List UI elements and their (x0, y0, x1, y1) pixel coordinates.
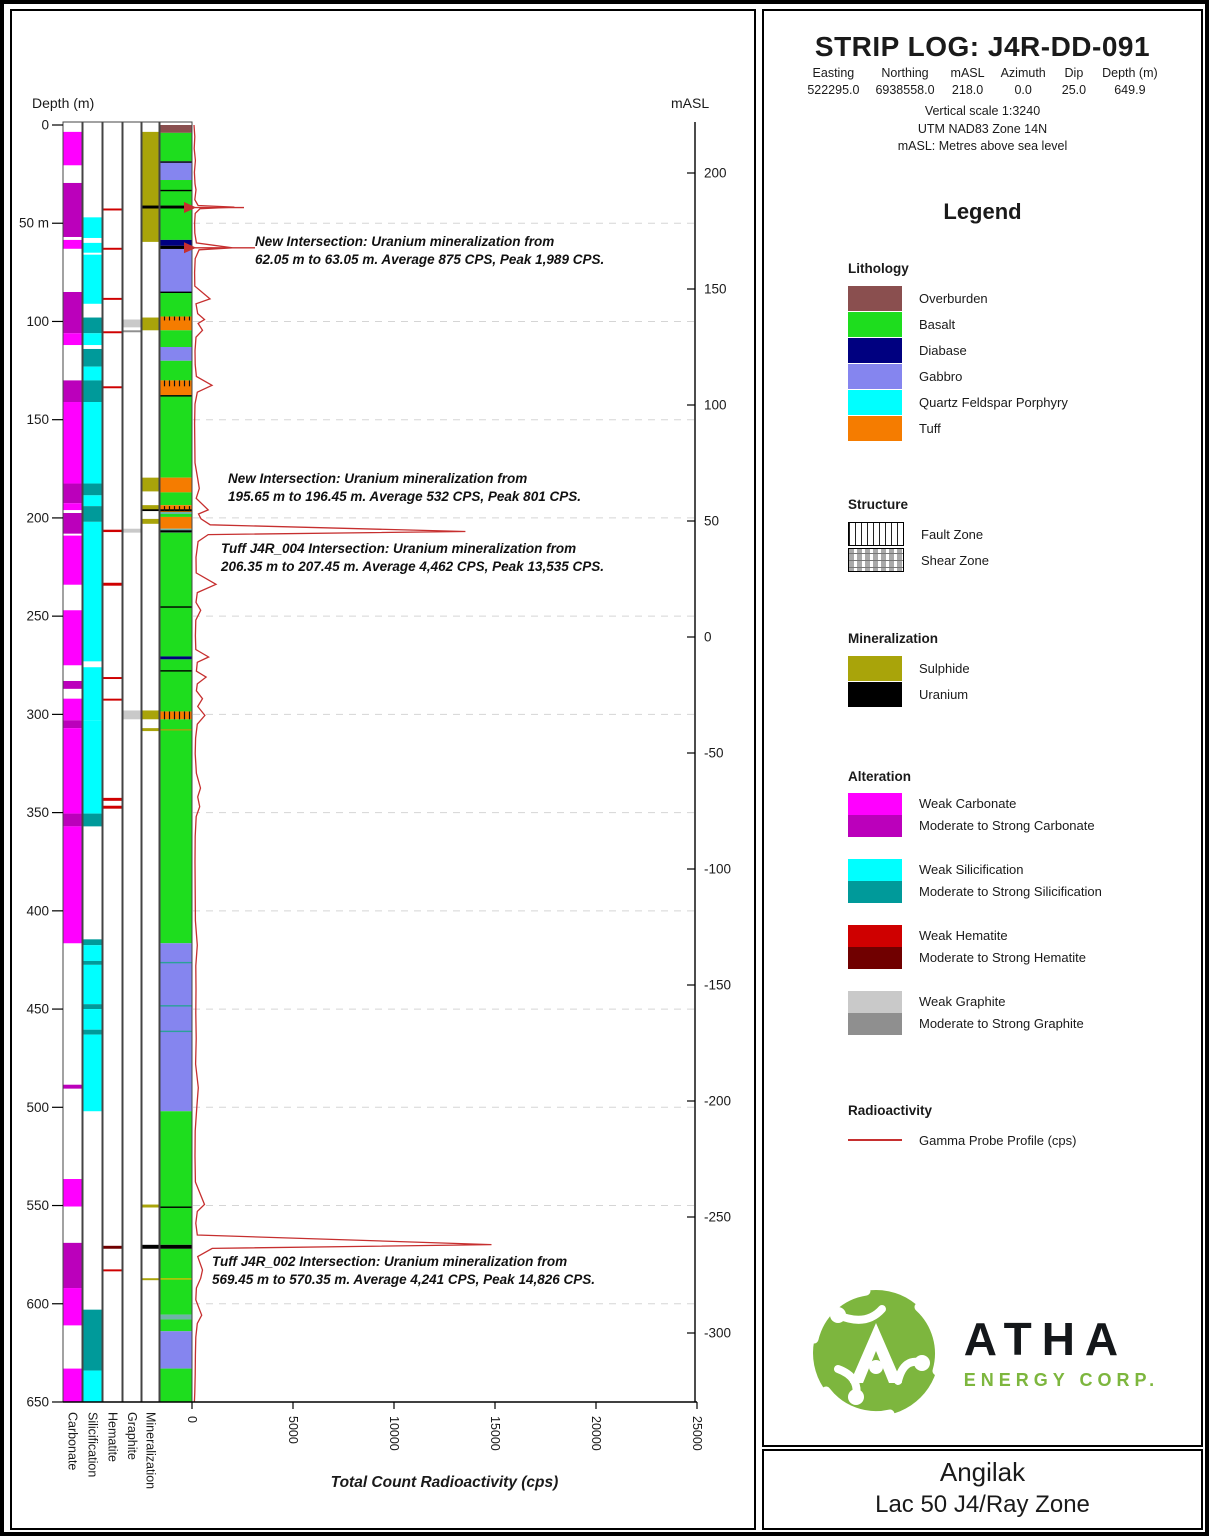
color-swatch (848, 390, 902, 415)
depth-tick-label: 500 (26, 1099, 49, 1115)
legend-item-label: Quartz Feldspar Porphyry (919, 394, 1068, 410)
legend-item-label: Gabbro (919, 368, 963, 384)
scale-notes (764, 103, 1201, 156)
legend-alteration-pair (848, 925, 1188, 969)
meta-field: Northing 6938558.0 (875, 66, 935, 97)
legend-section-header: Structure (848, 497, 909, 512)
meta-field: Depth (m) 649.9 (1102, 66, 1158, 97)
cps-axis-title: Total Count Radioactivity (cps) (330, 1473, 559, 1491)
legend-item (848, 1127, 1188, 1153)
meta-field: Dip 25.0 (1061, 66, 1087, 97)
annotation-arrows (195, 208, 255, 248)
color-swatch (848, 364, 902, 389)
masl-tick-label: 200 (704, 165, 727, 181)
legend-item (848, 285, 1188, 311)
color-swatch (848, 286, 902, 311)
cps-tick-label: 20000 (589, 1415, 603, 1451)
atha-logo-mark (806, 1283, 946, 1423)
column-label: Silicification (85, 1411, 100, 1478)
masl-tick-label: 100 (704, 397, 727, 413)
depth-tick-label: 150 (26, 412, 49, 428)
column-label: Carbonate (65, 1411, 80, 1471)
cps-tick-label: 10000 (387, 1415, 401, 1451)
cps-tick-label: 5000 (286, 1415, 300, 1444)
color-swatch (848, 682, 902, 707)
scale-note: UTM NAD83 Zone 14N (917, 121, 1048, 136)
depth-tick-label: 0 (41, 117, 49, 133)
meta-field: Azimuth 0.0 (1000, 66, 1046, 97)
legend-section-header: Mineralization (848, 631, 939, 646)
cps-tick-label: 15000 (488, 1415, 502, 1451)
intersection-annotation: Tuff J4R_004 Intersection: Uranium mineralization from 206.35 m to 207.45 m. Average 4,462 CPS, Peak 13,535 CPS. (221, 541, 604, 574)
depth-tick-label: 100 (26, 313, 49, 329)
logo-subtitle-text: ENERGY CORP. (963, 1369, 1160, 1390)
depth-tick-label: 450 (26, 1001, 49, 1017)
legend-item-label: Basalt (919, 316, 956, 332)
color-swatch (848, 338, 902, 363)
logo-brand-text: ATHA (963, 1312, 1129, 1365)
atha-logo (764, 1283, 1201, 1423)
meta-field: Easting 522295.0 (807, 66, 860, 97)
legend-item-label: Diabase (919, 342, 967, 358)
masl-tick-label: -100 (704, 861, 732, 877)
zone-name: Lac 50 J4/Ray Zone (875, 1491, 1090, 1518)
depth-tick-label: 200 (26, 510, 49, 526)
legend-section-mineralization (848, 631, 1188, 707)
alteration-labels: Weak Graphite Moderate to Strong Graphite (919, 994, 1084, 1031)
lithology-column (160, 125, 192, 1402)
legend-item-label: Fault Zone (921, 526, 984, 542)
legend-section-header: Alteration (848, 769, 912, 784)
color-swatch (848, 312, 902, 337)
legend-item (848, 415, 1188, 441)
scale-note: Vertical scale 1:3240 (924, 104, 1041, 118)
shear-pattern-swatch (848, 548, 904, 572)
cps-tick-label: 0 (185, 1415, 199, 1423)
depth-tick-label: 650 (26, 1394, 49, 1410)
legend-item (848, 655, 1188, 681)
legend-section-lithology (848, 261, 1188, 441)
strip-log-panel (10, 9, 756, 1530)
legend-item (848, 521, 1188, 547)
legend-panel (762, 9, 1203, 1447)
color-swatch (848, 416, 902, 441)
legend-section-header: Lithology (848, 261, 909, 276)
hole-metadata (764, 65, 1201, 99)
legend-alteration-pair (848, 793, 1188, 837)
legend-section-header: Radioactivity (848, 1103, 933, 1118)
project-name: Angilak (939, 1457, 1026, 1487)
footer-panel (762, 1449, 1203, 1530)
gamma-line-swatch (848, 1139, 902, 1141)
legend-section-radioactivity (848, 1103, 1188, 1153)
color-swatch (848, 656, 902, 681)
alteration-labels: Weak Hematite Moderate to Strong Hematite (919, 928, 1086, 965)
legend-item-label: Sulphide (919, 660, 970, 676)
legend-alteration-pair (848, 991, 1188, 1035)
legend-item-label: Overburden (919, 290, 988, 306)
intersection-annotation: Tuff J4R_002 Intersection: Uranium mineralization from 569.45 m to 570.35 m. Average 4,241 CPS, Peak 14,826 CPS. (212, 1254, 595, 1287)
two-tone-swatch (848, 859, 902, 903)
fault-pattern-swatch (848, 522, 904, 546)
masl-tick-label: -200 (704, 1093, 732, 1109)
legend-item (848, 389, 1188, 415)
legend-section-alteration (848, 769, 1188, 1057)
intersection-annotation: New Intersection: Uranium mineralization from 195.65 m to 196.45 m. Average 532 CPS, Peak 801 CPS. (228, 471, 581, 504)
depth-tick-label: 550 (26, 1198, 49, 1214)
gamma-probe-profile (194, 125, 492, 1402)
legend-item-label: Shear Zone (921, 552, 989, 568)
masl-tick-label: -150 (704, 977, 732, 993)
two-tone-swatch (848, 991, 902, 1035)
alteration-labels: Weak Silicification Moderate to Strong Silicification (919, 862, 1102, 899)
legend-section-structure (848, 497, 1188, 573)
legend-item (848, 681, 1188, 707)
legend-item-label: Gamma Probe Profile (cps) (919, 1132, 1077, 1148)
two-tone-swatch (848, 793, 902, 837)
depth-tick-label: 400 (26, 903, 49, 919)
masl-tick-label: -50 (704, 745, 724, 761)
legend-item (848, 337, 1188, 363)
legend-item (848, 311, 1188, 337)
depth-tick-label: 600 (26, 1296, 49, 1312)
page-title: STRIP LOG: J4R-DD-091 (814, 31, 1151, 62)
cps-tick-label: 25000 (690, 1415, 704, 1451)
masl-tick-label: 150 (704, 281, 727, 297)
masl-tick-label: 50 (704, 513, 720, 529)
legend-alteration-pair (848, 859, 1188, 903)
depth-tick-label: 50 m (18, 215, 49, 231)
depth-tick-label: 300 (26, 706, 49, 722)
depth-axis-title: Depth (m) (32, 95, 95, 111)
masl-tick-label: 0 (704, 629, 712, 645)
masl-tick-label: -250 (704, 1209, 732, 1225)
legend-item-label: Uranium (919, 686, 969, 702)
depth-tick-label: 250 (26, 608, 49, 624)
legend-item-label: Tuff (919, 420, 941, 436)
legend-item (848, 363, 1188, 389)
masl-tick-label: -300 (704, 1325, 732, 1341)
legend-item (848, 547, 1188, 573)
depth-tick-label: 350 (26, 805, 49, 821)
two-tone-swatch (848, 925, 902, 969)
column-label: Hematite (105, 1411, 120, 1463)
masl-axis-title: mASL (671, 95, 710, 111)
legend-title: Legend (943, 199, 1022, 224)
meta-field: mASL 218.0 (950, 66, 985, 97)
alteration-labels: Weak Carbonate Moderate to Strong Carbonate (919, 796, 1095, 833)
column-label: Graphite (125, 1411, 139, 1460)
intersection-annotation: New Intersection: Uranium mineralization from 62.05 m to 63.05 m. Average 875 CPS, Peak 1,989 CPS. (255, 234, 605, 267)
column-label: Mineralization (143, 1411, 158, 1490)
scale-note: mASL: Metres above sea level (897, 139, 1068, 153)
